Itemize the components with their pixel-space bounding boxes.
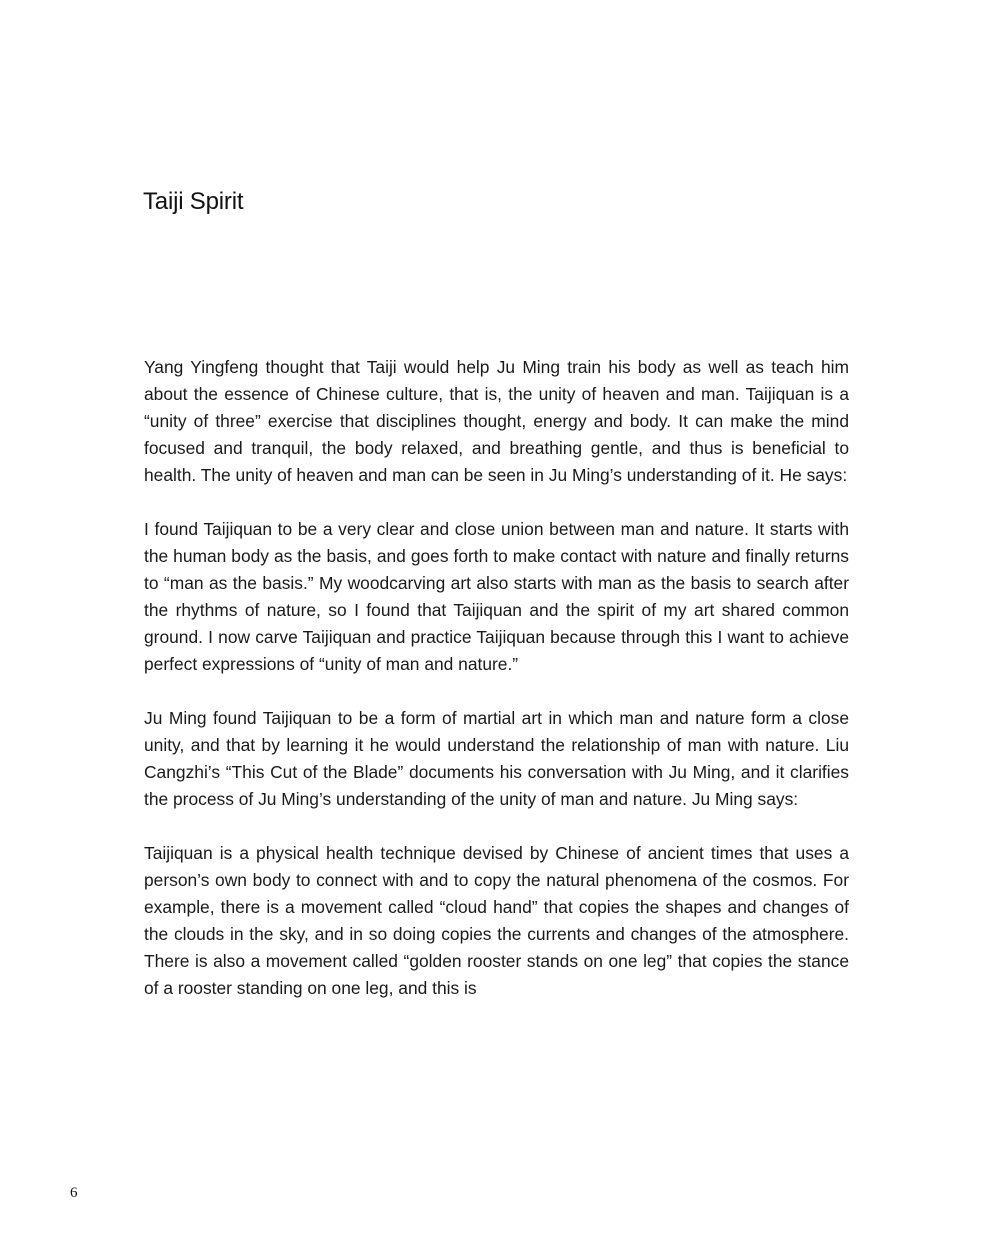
page-title: Taiji Spirit (143, 188, 244, 215)
body-text (144, 354, 849, 1029)
paragraph-1: Yang Yingfeng thought that Taiji would help Ju Ming train his body as well as teach him about the essence of Chinese culture, that is, the unity of heaven and man. Taijiquan is a “unity of three” exercise that disciplines thought, energy and body. It can make the mind focused and tranquil, the body relaxed, and breathing gentle, and thus is beneficial to health. The unity of heaven and man can be seen in Ju Ming’s understanding of it. He says: (144, 357, 849, 485)
paragraph-4: Taijiquan is a physical health technique devised by Chinese of ancient times that uses a person’s own body to connect with and to copy the natural phenomena of the cosmos. For example, there is a movement called “cloud hand” that copies the shapes and changes of the clouds in the sky, and in so doing copies the currents and changes of the atmosphere. There is also a movement called “golden rooster stands on one leg” that copies the stance of a rooster standing on one leg, and this is (144, 843, 849, 998)
page-number: 6 (70, 1185, 78, 1201)
paragraph-2: I found Taijiquan to be a very clear and close union between man and nature. It starts with the human body as the basis, and goes forth to make contact with nature and finally returns to “man as the basis.” My woodcarving art also starts with man as the basis to search after the rhythms of nature, so I found that Taijiquan and the spirit of my art shared common ground. I now carve Taijiquan and practice Taijiquan because through this I want to achieve perfect expressions of “unity of man and nature.” (144, 519, 849, 674)
paragraph-3: Ju Ming found Taijiquan to be a form of martial art in which man and nature form a close unity, and that by learning it he would understand the relationship of man with nature. Liu Cangzhi’s “This Cut of the Blade” documents his conversation with Ju Ming, and it clarifies the process of Ju Ming’s understanding of the unity of man and nature. Ju Ming says: (144, 708, 849, 809)
